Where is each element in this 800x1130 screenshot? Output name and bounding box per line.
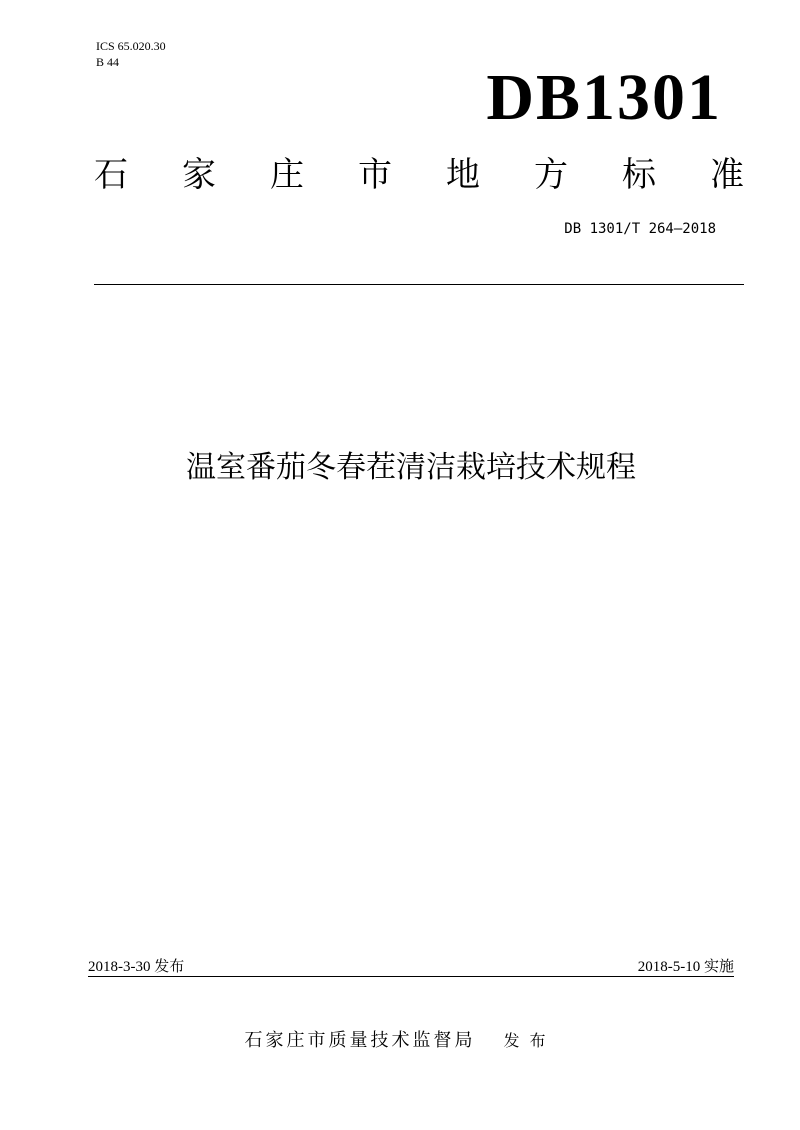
implement-date: 2018-5-10 实施 (637, 959, 734, 975)
footer-divider (88, 976, 734, 977)
standard-type-char: 家 (182, 155, 216, 195)
standard-code-title: DB1301 (486, 61, 722, 134)
standard-type-char: 标 (622, 155, 656, 195)
standard-type-char: 方 (534, 155, 568, 195)
issuer-name: 石家庄市质量技术监督局 (244, 1030, 476, 1051)
standard-type-char: 市 (358, 155, 392, 195)
date-row (88, 956, 734, 978)
issue-word: 发布 (503, 1031, 556, 1050)
standard-type-char: 石 (94, 155, 128, 195)
standard-number: DB 1301/T 264—2018 (564, 221, 716, 237)
standard-type-heading (94, 150, 744, 200)
standard-type-char: 地 (446, 155, 480, 195)
header-divider (94, 284, 744, 285)
classification-code: B 44 (96, 55, 120, 69)
issuer-line (0, 1028, 800, 1054)
ics-code: ICS 65.020.30 (96, 39, 166, 53)
standard-type-char: 庄 (270, 155, 304, 195)
publish-date: 2018-3-30 发布 (88, 959, 185, 975)
document-title: 温室番茄冬春茬清洁栽培技术规程 (186, 450, 636, 485)
standard-type-char: 准 (710, 155, 744, 195)
ics-block (96, 38, 166, 70)
